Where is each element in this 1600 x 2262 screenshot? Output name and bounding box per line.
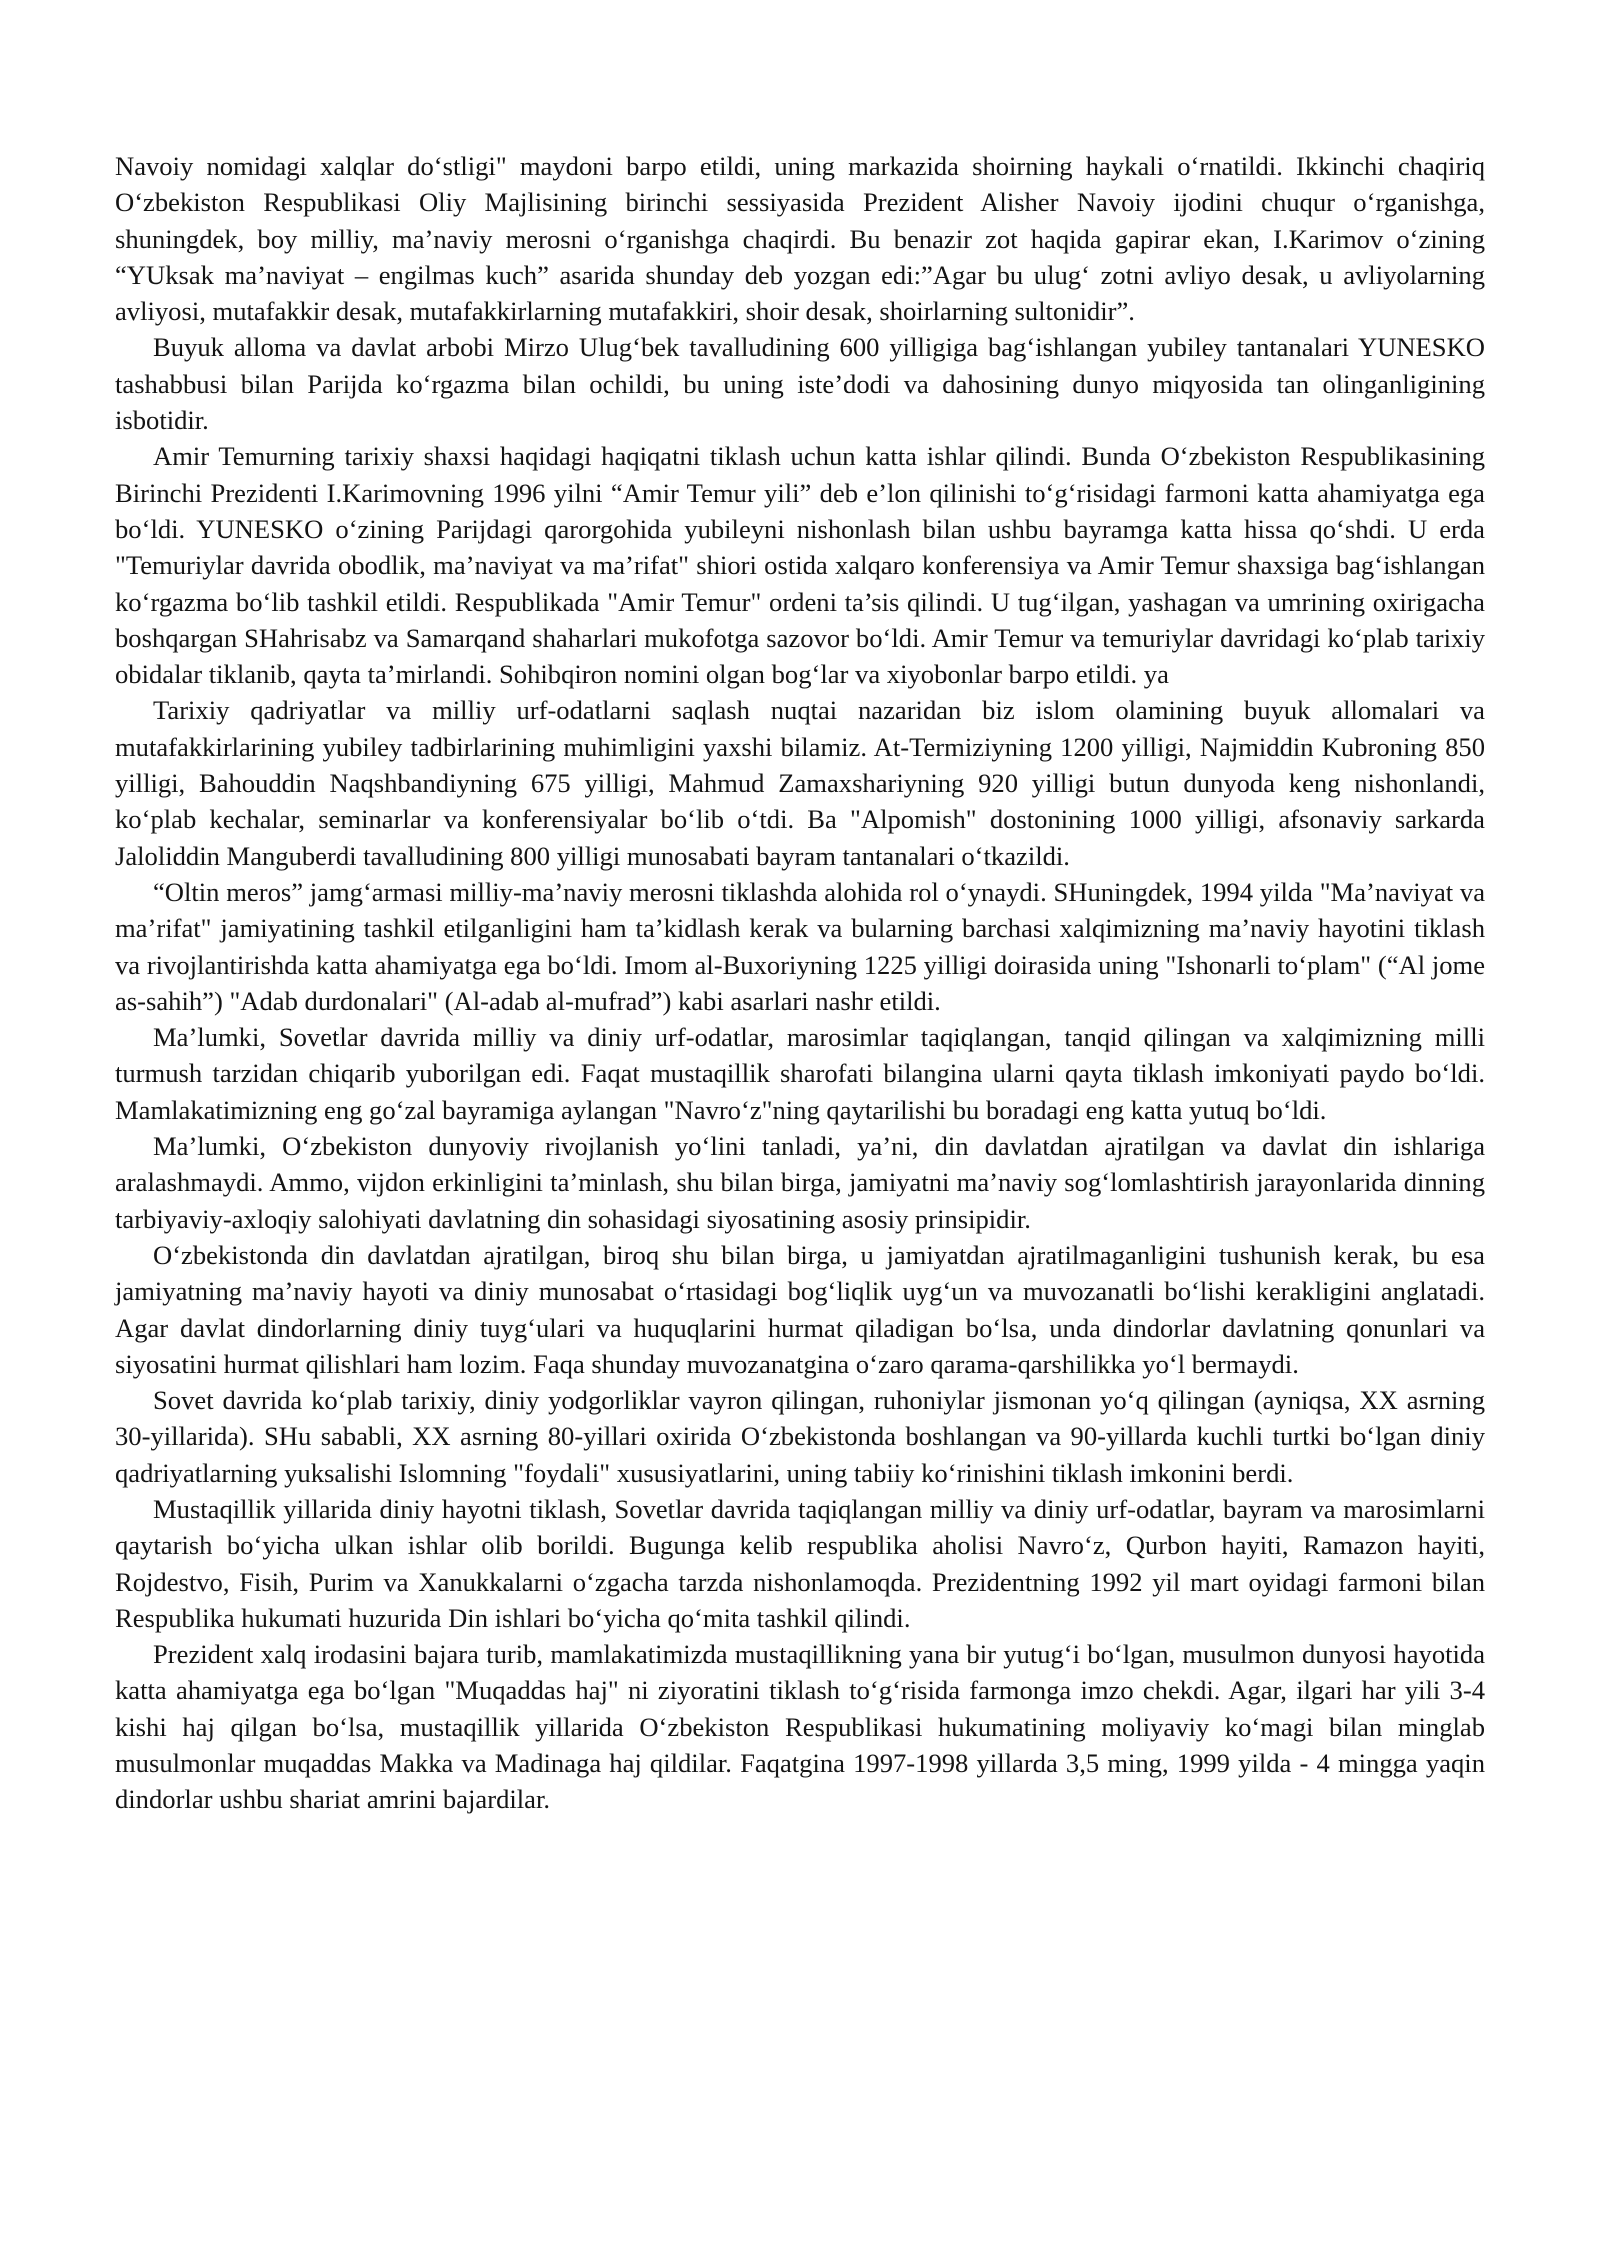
document-page (115, 148, 1485, 1818)
paragraph-mustaqillik-yillarida: Mustaqillik yillarida diniy hayotni tiklash, Sovetlar davrida taqiqlangan milliy va diniy urf-odatlar, bayram va marosimlarni qaytarish bo‘yicha ulkan ishlar olib borildi. Bugunga kelib respublika aholisi Navro‘z, Qurbon hayiti, Ramazon hayiti, Rojdestvo, Fisih, Purim va Xanukkalarni o‘zgacha tarzda nishonlamoqda. Prezidentning 1992 yil mart oyidagi farmoni bilan Respublika hukumati huzurida Din ishlari bo‘yicha qo‘mita tashkil qilindi. (115, 1493, 1485, 1633)
paragraph-ulugbek: Buyuk alloma va davlat arbobi Mirzo Ulug‘bek tavalludining 600 yilligiga bag‘ishlangan yubiley tantanalari YUNESKO tashabbusi bilan Parijda ko‘rgazma bilan ochildi, bu uning iste’dodi va dahosining dunyo miqyosida tan olinganligining isbotidir. (115, 332, 1485, 436)
paragraph-sovet-davrida: Sovet davrida ko‘plab tarixiy, diniy yodgorliklar vayron qilingan, ruhoniylar jismonan yo‘q qilingan (ayniqsa, XX asrning 30-yillarida). SHu sababli, XX asrning 80-yillari oxirida O‘zbekistonda boshlangan va 90-yillarda kuchli turtki bo‘lgan diniy qadriyatlarning yuksalishi Islomning "foydali" xususiyatlarini, uning tabiiy ko‘rinishini tiklash imkonini berdi. (115, 1385, 1485, 1488)
paragraph-dunyoviy-rivojlanish: Ma’lumki, O‘zbekiston dunyoviy rivojlanish yo‘lini tanladi, ya’ni, din davlatdan ajratilgan va davlat din ishlariga aralashmaydi. Ammo, vijdon erkinligini ta’minlash, shu bilan birga, jamiyatni ma’naviy sog‘lomlashtirish jarayonlarida dinning tarbiyaviy-axloqiy salohiyati davlatning din sohasidagi siyosatining asosiy prinsipidir. (115, 1131, 1485, 1234)
paragraph-sovetlar-davrida: Ma’lumki, Sovetlar davrida milliy va diniy urf-odatlar, marosimlar taqiqlangan, tanqid qilingan va xalqimizning milli turmush tarzidan chiqarib yuborilgan edi. Faqat mustaqillik sharofati bilangina ularni qayta tiklash imkoniyati paydo bo‘ldi. Mamlakatimizning eng go‘zal bayramiga aylangan "Navro‘z"ning qaytarilishi bu boradagi eng katta yutuq bo‘ldi. (115, 1022, 1485, 1125)
paragraph-oltin-meros: “Oltin meros” jamg‘armasi milliy-ma’naviy merosni tiklashda alohida rol o‘ynaydi. SHuningdek, 1994 yilda "Ma’naviyat va ma’rifat" jamiyatining tashkil etilganligini ham ta’kidlash kerak va bularning barchasi xalqimizning ma’naviy hayotini tiklash va rivojlantirishda katta ahamiyatga ega bo‘ldi. Imom al-Buxoriyning 1225 yilligi doirasida uning "Ishonarli to‘plam" (“Al jome as-sahih”) "Adab durdonalari" (Al-adab al-mufrad”) kabi asarlari nashr etildi. (115, 876, 1485, 1016)
paragraph-navoiy: Navoiy nomidagi xalqlar do‘stligi" maydoni barpo etildi, uning markazida shoirning haykali o‘rnatildi. Ikkinchi chaqiriq O‘zbekiston Respublikasi Oliy Majlisining birinchi sessiyasida Prezident Alisher Navoiy ijodini chuqur o‘rganishga, shuningdek, boy milliy, ma’naviy merosni o‘rganishga chaqirdi. Bu benazir zot haqida gapirar ekan, I.Karimov o‘zining “YUksak ma’naviyat – engilmas kuch” asarida shunday deb yozgan edi:”Agar bu ulug‘ zotni avliyo desak, u avliyolarning avliyosi, mutafakkir desak, mutafakkirlarning mutafakkiri, shoir desak, shoirlarning sultonidir”. (115, 151, 1485, 327)
paragraph-muqaddas-haj: Prezident xalq irodasini bajara turib, mamlakatimizda mustaqillikning yana bir yutug‘i bo‘lgan, musulmon dunyosi hayotida katta ahamiyatga ega bo‘lgan "Muqaddas haj" ni ziyoratini tiklash to‘g‘risida farmonga imzo chekdi. Agar, ilgari har yili 3-4 kishi haj qilgan bo‘lsa, mustaqillik yillarida O‘zbekiston Respublikasi hukumatining moliyaviy ko‘magi bilan minglab musulmonlar muqaddas Makka va Madinaga haj qildilar. Faqatgina 1997-1998 yillarda 3,5 ming, 1999 yilda - 4 mingga yaqin dindorlar ushbu shariat amrini bajardilar. (115, 1639, 1485, 1815)
paragraph-din-davlatdan: O‘zbekistonda din davlatdan ajratilgan, biroq shu bilan birga, u jamiyatdan ajratilmaganligini tushunish kerak, bu esa jamiyatning ma’naviy hayoti va diniy munosabat o‘rtasidagi bog‘liqlik uyg‘un va muvozanatli bo‘lishi kerakligini anglatadi. Agar davlat dindorlarning diniy tuyg‘ulari va huquqlarini hurmat qiladigan bo‘lsa, unda dindorlar davlatning qonunlari va siyosatini hurmat qilishlari ham lozim. Faqa shunday muvozanatgina o‘zaro qarama-qarshilikka yo‘l bermaydi. (115, 1239, 1485, 1379)
paragraph-tarixiy-qadriyatlar: Tarixiy qadriyatlar va milliy urf-odatlarni saqlash nuqtai nazaridan biz islom olamining buyuk allomalari va mutafakkirlarining yubiley tadbirlarining muhimligini yaxshi bilamiz. At-Termiziyning 1200 yilligi, Najmiddin Kubroning 850 yilligi, Bahouddin Naqshbandiyning 675 yilligi, Mahmud Zamaxshariyning 920 yilligi butun dunyoda keng nishonlandi, ko‘plab kechalar, seminarlar va konferensiyalar bo‘lib o‘tdi. Ba "Alpomish" dostonining 1000 yilligi, afsonaviy sarkarda Jaloliddin Manguberdi tavalludining 800 yilligi munosabati bayram tantanalari o‘tkazildi. (115, 695, 1485, 871)
paragraph-amir-temur: Amir Temurning tarixiy shaxsi haqidagi haqiqatni tiklash uchun katta ishlar qilindi. Bunda O‘zbekiston Respublikasining Birinchi Prezidenti I.Karimovning 1996 yilni “Amir Temur yili” deb e’lon qilinishi to‘g‘risidagi farmoni katta ahamiyatga ega bo‘ldi. YUNESKO o‘zining Parijdagi qarorgohida yubileyni nishonlash bilan ushbu bayramga katta hissa qo‘shdi. U erda "Temuriylar davrida obodlik, ma’naviyat va ma’rifat" shiori ostida xalqaro konferensiya va Amir Temur shaxsiga bag‘ishlangan ko‘rgazma bo‘lib tashkil etildi. Respublikada "Amir Temur" ordeni ta’sis qilindi. U tug‘ilgan, yashagan va umrining oxirigacha boshqargan SHahrisabz va Samarqand shaharlari mukofotga sazovor bo‘ldi. Amir Temur va temuriylar davridagi ko‘plab tarixiy obidalar tiklanib, qayta ta’mirlandi. Sohibqiron nomini olgan bog‘lar va xiyobonlar barpo etildi. ya (115, 441, 1485, 690)
